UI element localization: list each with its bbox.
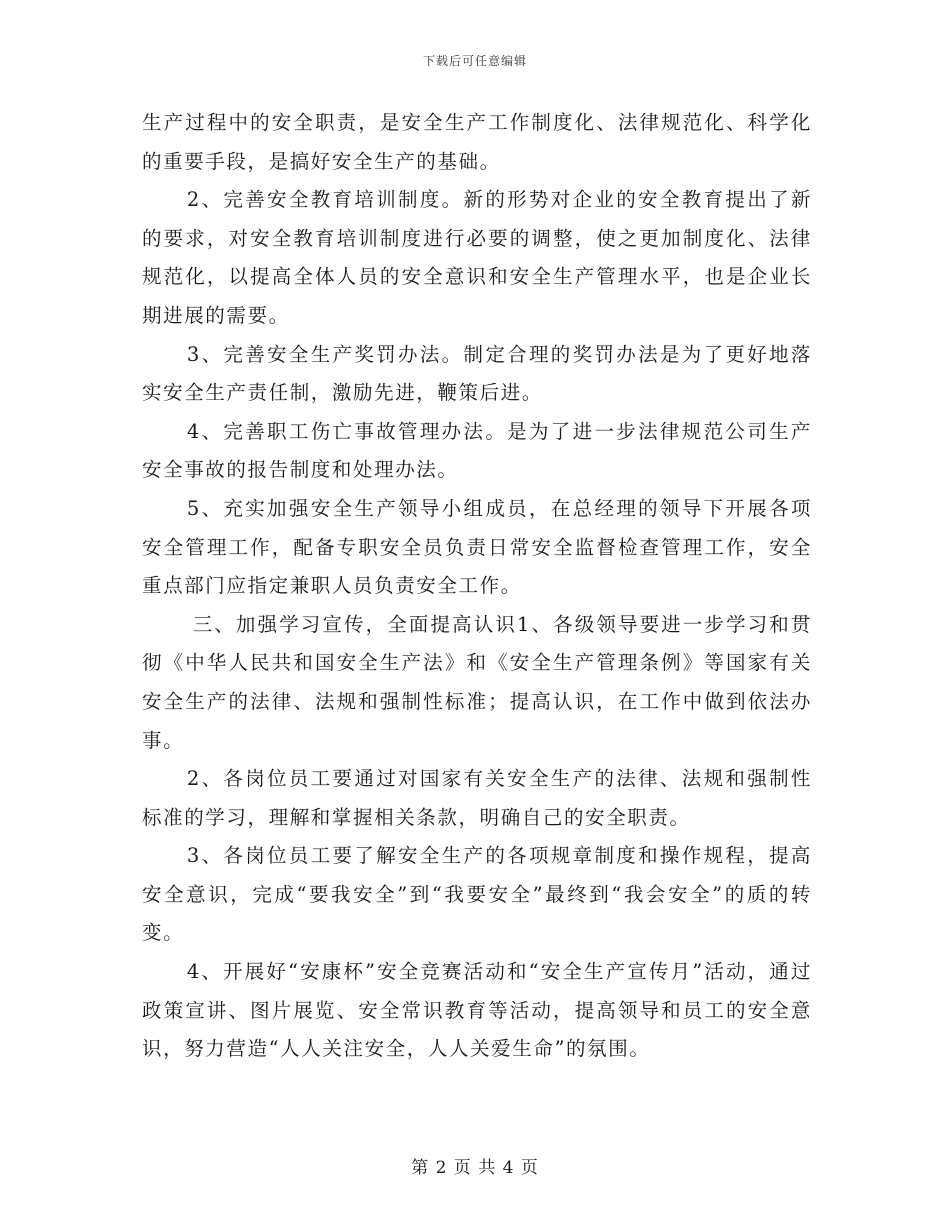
page-number-footer: 第 2 页 共 4 页 — [411, 1158, 539, 1178]
document-body — [142, 104, 812, 1069]
paragraph-study-4: 4、开展好“安康杯”安全竞赛活动和“安全生产宣传月”活动，通过政策宣讲、图片展览、安全常识教育等活动，提高领导和员工的安全意识，努力营造“人人关注安全，人人关爱生命”的氛围。 — [142, 960, 812, 1061]
page-header: 下载后可任意编辑 — [422, 54, 527, 68]
paragraph-item-2: 2、完善安全教育培训制度。新的形势对企业的安全教育提出了新的要求，对安全教育培训制度进行必要的调整，使之更加制度化、法律规范化，以提高全体人员的安全意识和安全生产管理水平，也是企业长期进展的需要。 — [142, 188, 812, 327]
paragraph-item-3: 3、完善安全生产奖罚办法。制定合理的奖罚办法是为了更好地落实安全生产责任制，激励先进，鞭策后进。 — [142, 342, 812, 405]
paragraph-study-2: 2、各岗位员工要通过对国家有关安全生产的法律、法规和强制性标准的学习，理解和掌握相关条款，明确自己的安全职责。 — [142, 767, 812, 829]
paragraph-study-3: 3、各岗位员工要了解安全生产的各项规章制度和操作规程，提高安全意识，完成“要我安全”到“我要安全”最终到“我会安全”的质的转变。 — [142, 844, 812, 945]
paragraph-item-4: 4、完善职工伤亡事故管理办法。是为了进一步法律规范公司生产安全事故的报告制度和处理办法。 — [142, 419, 812, 482]
section-three-paragraph: 三、加强学习宣传，全面提高认识1、各级领导要进一步学习和贯彻《中华人民共和国安全生产法》和《安全生产管理条例》等国家有关安全生产的法律、法规和强制性标准；提高认识，在工作中做到依法办事。 — [142, 612, 812, 752]
paragraph-item-5: 5、充实加强安全生产领导小组成员，在总经理的领导下开展各项安全管理工作，配备专职安全员负责日常安全监督检查管理工作，安全重点部门应指定兼职人员负责安全工作。 — [142, 496, 812, 598]
paragraph-continuation: 生产过程中的安全职责，是安全生产工作制度化、法律规范化、科学化的重要手段，是搞好安全生产的基础。 — [142, 111, 812, 173]
